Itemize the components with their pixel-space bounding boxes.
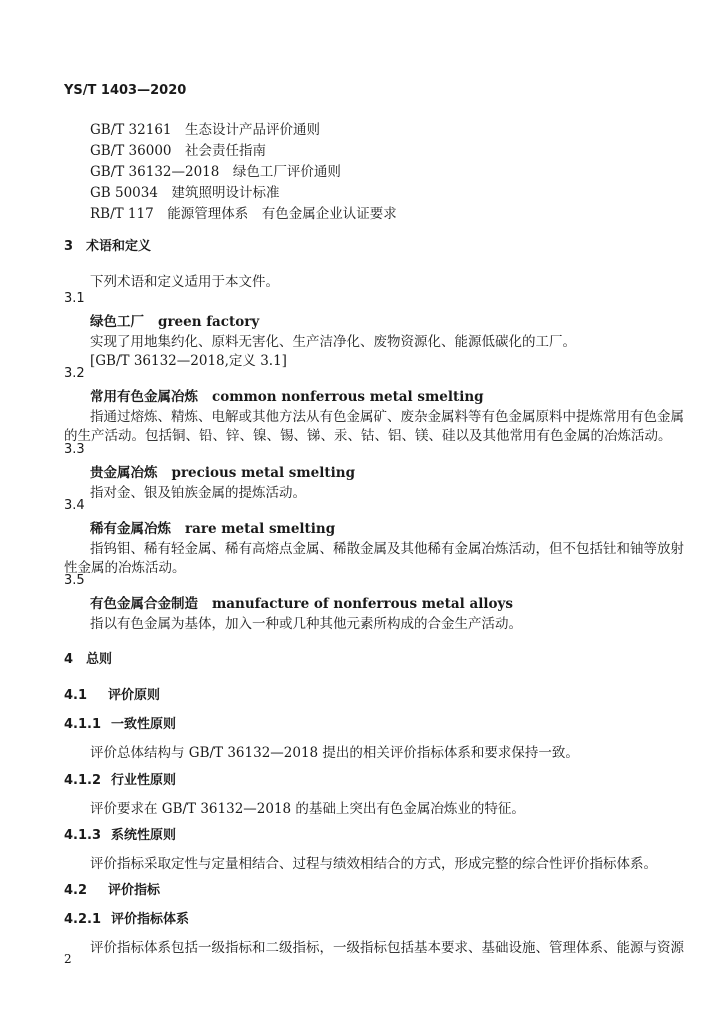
term-zh: 有色金属合金制造	[90, 596, 198, 612]
subsection-title: 行业性原则	[111, 773, 177, 788]
term-definition: 指钨钼、稀有轻金属、稀有高熔点金属、稀散金属及其他稀有金属冶炼活动，但不包括钍和铀等放射	[90, 541, 684, 557]
term-number: 3.1	[64, 291, 85, 306]
term-number: 3.5	[64, 573, 85, 588]
reference-line: GB/T 36132—2018 绿色工厂评价通则	[90, 164, 341, 180]
subsection-heading	[64, 769, 176, 788]
term-title	[90, 461, 355, 481]
subsection-heading	[64, 684, 160, 703]
subsection-heading	[64, 908, 189, 927]
subsection-title: 系统性原则	[111, 828, 177, 843]
term-definition-continued: 的生产活动。包括铜、铅、锌、镍、锡、锑、汞、钴、铝、镁、硅以及其他常用有色金属的冶炼活动。	[64, 428, 672, 444]
subsection-number: 4.2.1	[64, 912, 102, 927]
reference-line: RB/T 117 能源管理体系 有色金属企业认证要求	[90, 206, 397, 222]
term-zh: 贵金属冶炼	[90, 465, 158, 481]
subsection-heading	[64, 824, 176, 843]
subsection-number: 4.1	[64, 688, 88, 703]
term-title	[90, 310, 259, 330]
term-title	[90, 385, 484, 405]
term-definition: 指对金、银及铂族金属的提炼活动。	[90, 485, 306, 501]
reference-line: GB/T 36000 社会责任指南	[90, 143, 266, 159]
term-definition: 实现了用地集约化、原料无害化、生产洁净化、废物资源化、能源低碳化的工厂。	[90, 334, 576, 350]
subsection-text: 评价指标采取定性与定量相结合、过程与绩效相结合的方式，形成完整的综合性评价指标体系。	[90, 856, 657, 872]
page-number: 2	[64, 952, 72, 966]
term-number: 3.4	[64, 498, 85, 513]
section-intro: 下列术语和定义适用于本文件。	[90, 274, 279, 290]
section-number: 3	[64, 239, 74, 254]
term-en: common nonferrous metal smelting	[212, 389, 484, 405]
section-heading	[64, 648, 112, 667]
term-en: green factory	[158, 314, 260, 330]
term-definition: 指以有色金属为基体，加入一种或几种其他元素所构成的合金生产活动。	[90, 616, 522, 632]
document-header: YS/T 1403—2020	[64, 83, 187, 98]
subsection-text: 评价指标体系包括一级指标和二级指标，一级指标包括基本要求、基础设施、管理体系、能源与资源	[90, 940, 684, 956]
term-en: precious metal smelting	[171, 465, 356, 481]
term-zh: 常用有色金属冶炼	[90, 389, 198, 405]
section-title: 总则	[86, 652, 113, 667]
term-zh: 稀有金属冶炼	[90, 521, 171, 537]
subsection-number: 4.1.3	[64, 828, 102, 843]
subsection-heading	[64, 713, 176, 732]
subsection-title: 评价原则	[108, 688, 161, 703]
term-zh: 绿色工厂	[90, 314, 144, 330]
subsection-title: 一致性原则	[111, 717, 177, 732]
subsection-number: 4.2	[64, 883, 88, 898]
subsection-number: 4.1.2	[64, 773, 102, 788]
term-number: 3.2	[64, 366, 85, 381]
term-source: [GB/T 36132—2018,定义 3.1]	[90, 353, 287, 369]
term-en: rare metal smelting	[185, 521, 336, 537]
term-en: manufacture of nonferrous metal alloys	[212, 596, 513, 612]
reference-line: GB/T 32161 生态设计产品评价通则	[90, 122, 320, 138]
term-number: 3.3	[64, 442, 85, 457]
term-definition: 指通过熔炼、精炼、电解或其他方法从有色金属矿、废杂金属料等有色金属原料中提炼常用有色金属	[90, 409, 684, 425]
section-number: 4	[64, 652, 74, 667]
section-title: 术语和定义	[86, 239, 152, 254]
subsection-text: 评价要求在 GB/T 36132—2018 的基础上突出有色金属冶炼业的特征。	[90, 801, 525, 817]
term-title	[90, 592, 513, 612]
subsection-text: 评价总体结构与 GB/T 36132—2018 提出的相关评价指标体系和要求保持一致。	[90, 745, 579, 761]
subsection-number: 4.1.1	[64, 717, 102, 732]
subsection-title: 评价指标	[108, 883, 161, 898]
term-title	[90, 517, 335, 537]
section-heading	[64, 235, 151, 254]
term-definition-continued: 性金属的冶炼活动。	[64, 560, 186, 576]
subsection-title: 评价指标体系	[111, 912, 190, 927]
subsection-heading	[64, 879, 160, 898]
reference-line: GB 50034 建筑照明设计标准	[90, 185, 280, 201]
